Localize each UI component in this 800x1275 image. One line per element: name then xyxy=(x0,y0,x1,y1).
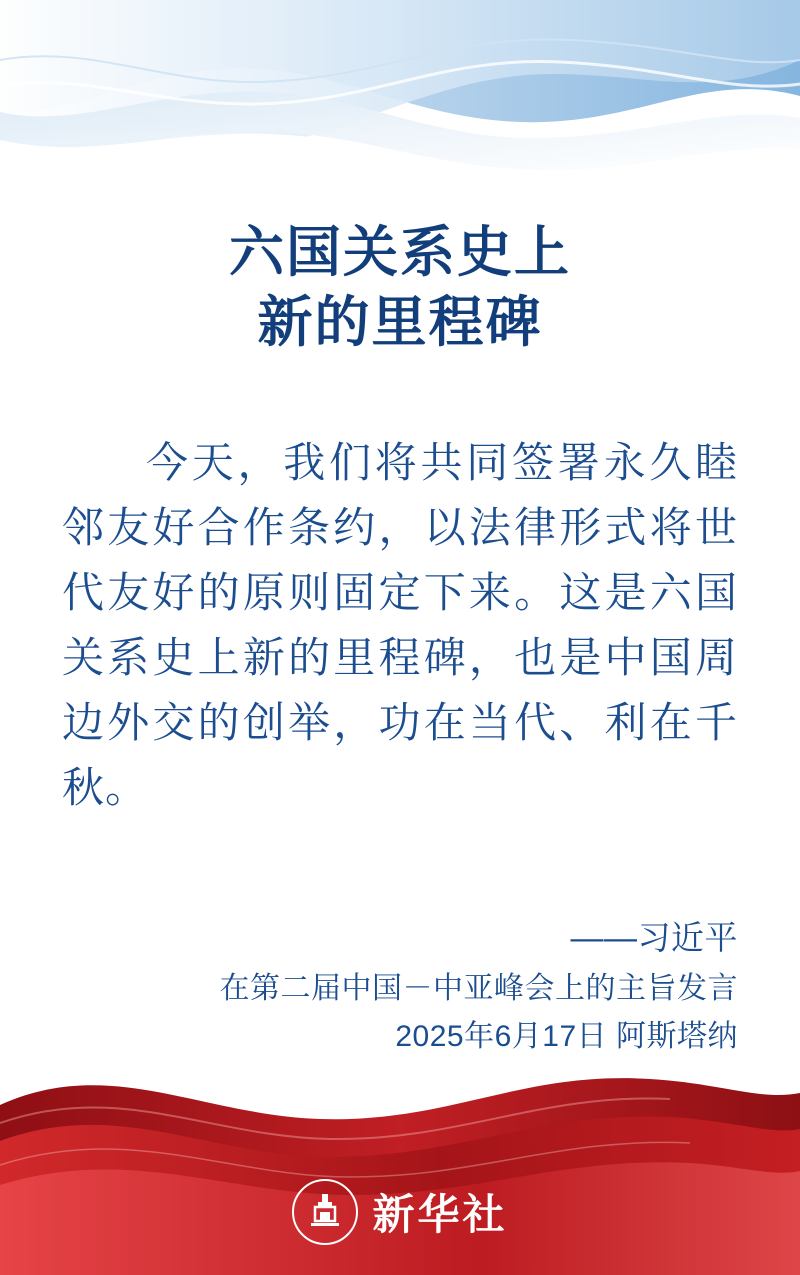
headline-line-1: 六国关系史上 xyxy=(228,221,571,283)
attribution-occasion: 在第二届中国－中亚峰会上的主旨发言 xyxy=(219,972,738,1006)
tower-glyph-icon xyxy=(303,1190,347,1234)
page-title xyxy=(62,195,738,358)
xinhua-tower-icon xyxy=(292,1179,358,1245)
xinhua-logo xyxy=(0,1179,800,1245)
top-decorative-band xyxy=(0,0,800,200)
quote-body: 今天，我们将共同签署永久睦邻友好合作条约，以法律形式将世代友好的原则固定下来。这是六国关系史上新的里程碑，也是中国周边外交的创举，功在当代、利在千秋。 xyxy=(62,438,738,812)
headline-line-2: 新的里程碑 xyxy=(257,291,543,354)
attribution-speaker: ——习近平 xyxy=(570,919,738,957)
poster-content xyxy=(0,195,800,1061)
attribution-date-place: 2025年6月17日 阿斯塔纳 xyxy=(395,1020,738,1054)
xinhua-logo-text: 新华社 xyxy=(372,1190,508,1239)
attribution-block xyxy=(62,912,738,1061)
top-wave-graphic xyxy=(0,0,800,200)
